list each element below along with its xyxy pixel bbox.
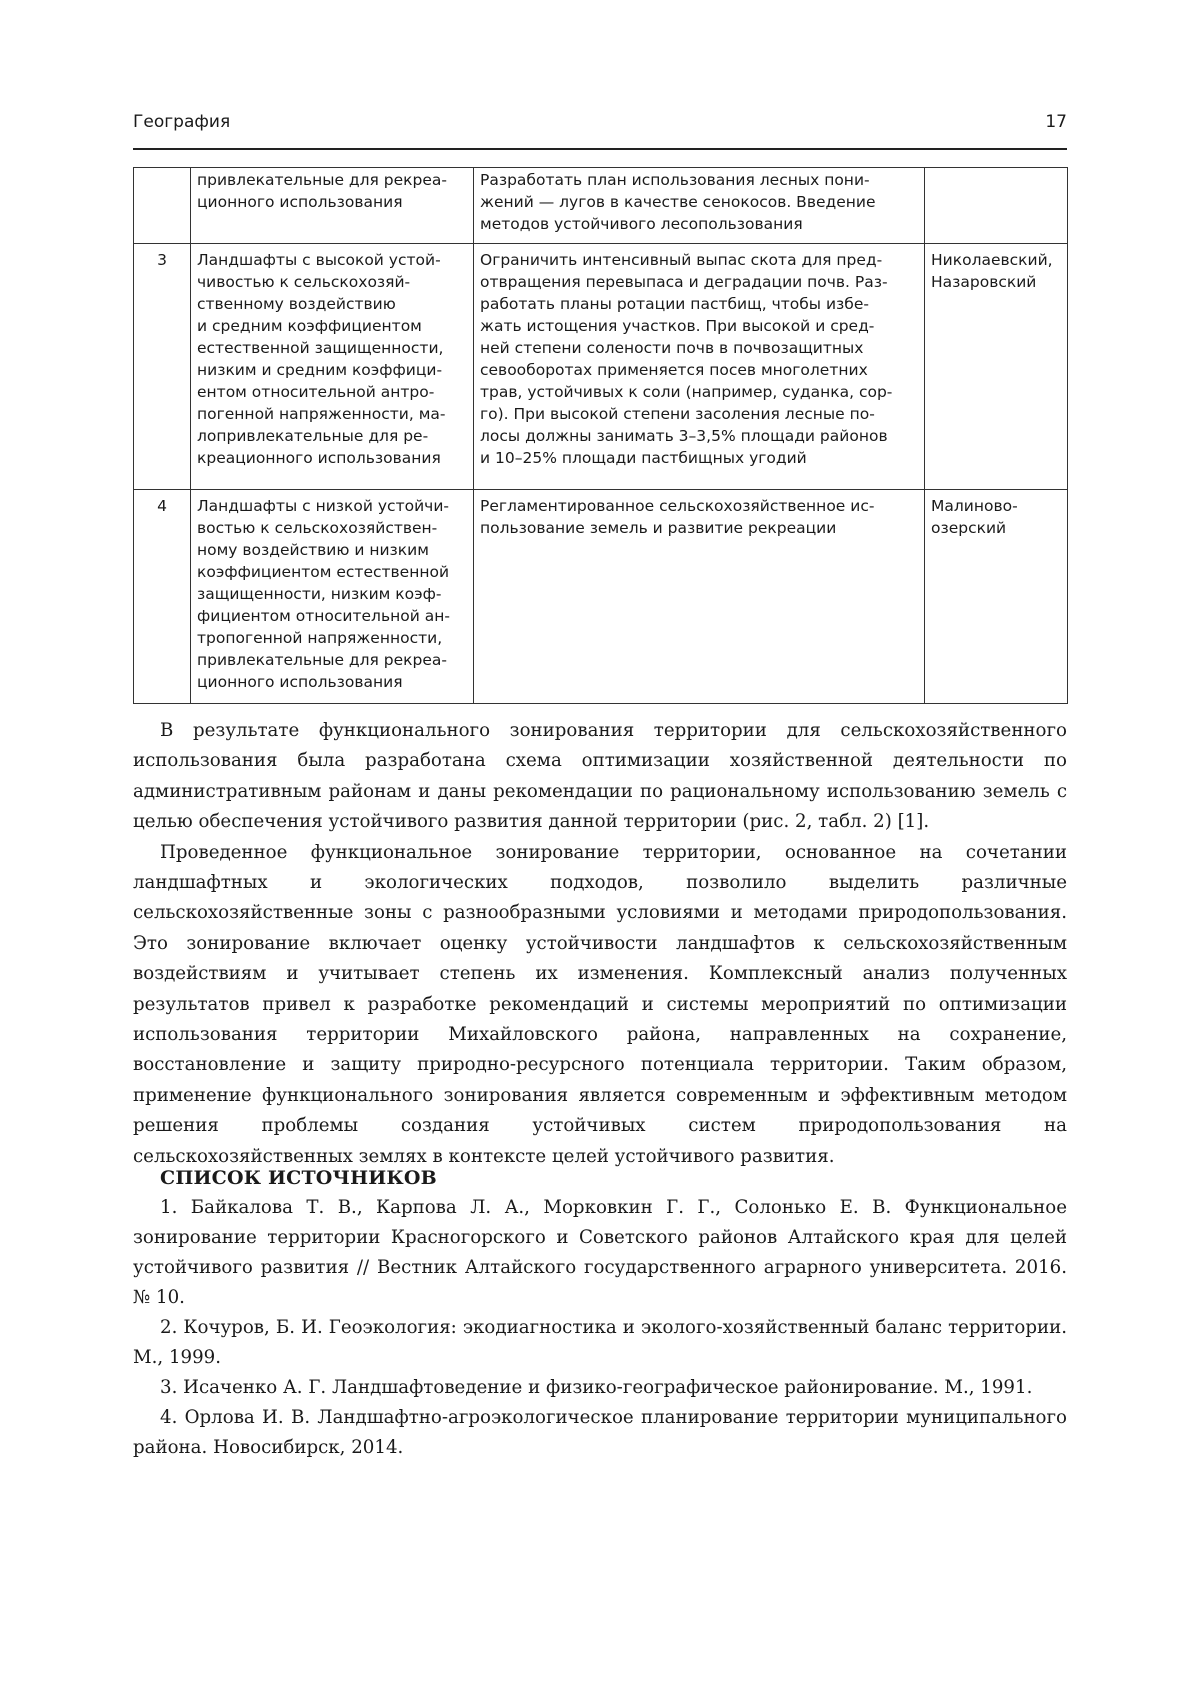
table-cell-landscape: Ландшафты с низкой устойчи- востью к сельскохозяйствен- ному воздействию и низким коэффициентом естественной защищенности, низким коэф- фициентом относительной ан- тропогенной напряженности, привлекательные для рекреа- ционного использования [191, 490, 474, 704]
reference-item: 1. Байкалова Т. В., Карпова Л. А., Морковкин Г. Г., Солонько Е. В. Функциональное зонирование территории Красногорского и Советского районов Алтайского края для целей устойчивого развития // Вестник Алтайского государственного аграрного университета. 2016. № 10. [133, 1197, 1067, 1308]
table-cell-landscape: Ландшафты с высокой устой- чивостью к сельскохозяй- ственному воздействию и средним коэффициентом естественной защищенности, низким и средним коэффици- ентом относительной антро- погенной напряженности, ма- лопривлекательные для ре- креационного использования [191, 244, 474, 490]
table-row [134, 244, 1068, 490]
table-cell-recommendation: Ограничить интенсивный выпас скота для пред- отвращения перевыпаса и деградации почв. Раз- работать планы ротации пастбищ, чтобы избе- жать истощения участков. При высокой и сред- ней степени солености почв в почвозащитных севооборотах применяется посев многолетних трав, устойчивых к соли (например, суданка, сор- го). При высокой степени засоления лесные по- лосы должны занимать 3–3,5% площади районов и 10–25% площади пастбищных угодий [474, 244, 925, 490]
body-text [133, 716, 1067, 1172]
body-paragraph: Проведенное функциональное зонирование территории, основанное на сочетании ландшафтных и экологических подходов, позволило выделить различные сельскохозяйственные зоны с разнообразными условиями и методами природопользования. Это зонирование включает оценку устойчивости ландшафтов к сельскохозяйственным воздействиям и учитывает степень их изменения. Комплексный анализ полученных результатов привел к разработке рекомендаций и системы мероприятий по оптимизации использования территории Михайловского района, направленных на сохранение, восстановление и защиту природно-ресурсного потенциала территории. Таким образом, применение функционального зонирования является современным и эффективным методом решения проблемы создания устойчивых систем природопользования на сельскохозяйственных землях в контексте целей устойчивого развития. [133, 841, 1067, 1167]
table-cell-district [925, 168, 1068, 244]
table-cell-number: 3 [134, 244, 191, 490]
running-head [133, 110, 1067, 150]
section-title: География [133, 112, 231, 132]
table-cell-recommendation: Регламентированное сельскохозяйственное ис- пользование земель и развитие рекреации [474, 490, 925, 704]
table-row [134, 490, 1068, 704]
reference-item: 2. Кочуров, Б. И. Геоэкология: экодиагностика и эколого-хозяйственный баланс территории. М., 1999. [133, 1317, 1067, 1368]
table-cell-landscape: привлекательные для рекреа- ционного использования [191, 168, 474, 244]
body-paragraph: В результате функционального зонирования территории для сельскохозяйственного использования была разработана схема оптимизации хозяйственной деятельности по административным районам и даны рекомендации по рациональному использованию земель с целью обеспечения устойчивого развития данной территории (рис. 2, табл. 2) [1]. [133, 720, 1067, 833]
table-cell-number [134, 168, 191, 244]
table-cell-recommendation: Разработать план использования лесных пони- жений — лугов в качестве сенокосов. Введение методов устойчивого лесопользования [474, 168, 925, 244]
table-cell-district: Малиново- озерский [925, 490, 1068, 704]
landscape-zoning-table [133, 167, 1068, 704]
table-cell-district: Николаевский, Назаровский [925, 244, 1068, 490]
page-number: 17 [1045, 112, 1067, 132]
reference-item: 4. Орлова И. В. Ландшафтно-агроэкологическое планирование территории муниципального района. Новосибирск, 2014. [133, 1407, 1067, 1458]
references-heading: СПИСОК ИСТОЧНИКОВ [160, 1167, 437, 1189]
table-cell-number: 4 [134, 490, 191, 704]
references-section [133, 1163, 1067, 1463]
reference-item: 3. Исаченко А. Г. Ландшафтоведение и физико-географическое районирование. М., 1991. [160, 1377, 1033, 1398]
table-row [134, 168, 1068, 244]
